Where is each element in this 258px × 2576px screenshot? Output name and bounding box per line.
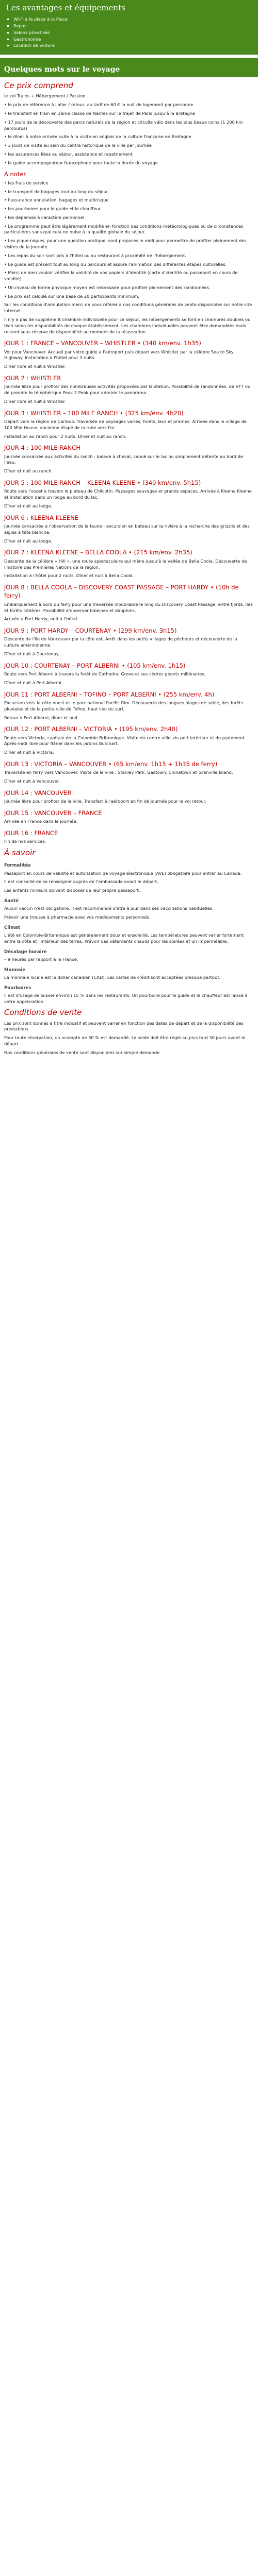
info-text: Aucun vaccin n'est obligatoire. Il est recommandé d'être à jour dans ses vaccinations habituelles. [4, 906, 214, 911]
day-block [4, 444, 253, 474]
info-block [4, 862, 253, 1005]
day-text: Route vers l'ouest à travers le plateau de Chilcotin. Paysages sauvages et grands espaces. Arrivée à Kleena Kleene et installation dans un lodge au bord du lac. [4, 488, 252, 500]
conditions-text: Les prix sont donnés à titre indicatif et peuvent varier en fonction des dates de départ et de la disponibilité des prestations. [4, 1020, 244, 1032]
included-item: • 3 jours de visite au sein du centre historique de la ville par journée [4, 143, 152, 148]
advantages-panel [0, 0, 258, 55]
info-text: Passeport en cours de validité et autorisation de voyage électronique (AVE) obligatoire pour entrer au Canada. [4, 870, 242, 876]
day-text: Dîner et nuit au lodge. [4, 503, 53, 509]
excluded-item: • le transport de bagages tout au long du séjour [4, 189, 108, 194]
included-item: • les assurances liées au séjour, assistance et rapatriement [4, 151, 133, 157]
day-text: Journée consacrée aux activités du ranch : balade à cheval, canoë sur le lac ou simplement détente au bord de l'eau. [4, 453, 244, 465]
conditions-text: Nos conditions générales de vente sont disponibles sur simple demande. [4, 1049, 161, 1055]
info-text: L'été en Colombie-Britannique est généralement doux et ensoleillé. Les températures peuvent varier fortement entre la côte et l'intérieur des terres. Prévoir des vêtements chauds pour les soirées et un imperméable. [4, 933, 244, 944]
day-text: Dîner et nuit au ranch. [4, 468, 53, 474]
advantage-item: ▪ Location de voiture [13, 43, 253, 49]
day-text: Dîner et nuit à Victoria. [4, 750, 54, 755]
info-text: Prévoir une trousse à pharmacie avec vos médicaments personnels. [4, 914, 151, 920]
day-text: Dîner et nuit à Vancouver. [4, 778, 60, 784]
day-text: Vol pour Vancouver. Accueil par votre guide à l'aéroport puis départ vers Whistler par la célèbre Sea to Sky Highway. Installation à l'hôtel pour 3 nuits. [4, 349, 234, 361]
day-text: Fin de nos services. [4, 839, 46, 844]
excluded-item: • les frais de service [4, 180, 49, 185]
info-heading: Formalités [4, 863, 31, 869]
day-block [4, 583, 253, 622]
conditions-text: Pour toute réservation, un acompte de 30 % est demandé. Le solde doit être réglé au plus tard 30 jours avant le départ. [4, 1035, 246, 1046]
day-block [4, 725, 253, 756]
note: • Les pique-niques, pour une question pratique, sont proposés le midi pour permettre de profiter pleinement des visites de la journée. [4, 238, 247, 249]
day-title: JOUR 9 : PORT HARDY – COURTENAY • (299 km/env. 3h15) [4, 627, 177, 635]
info-text: Il est conseillé de se renseigner auprès de l'ambassade avant le départ. [4, 879, 158, 885]
advantage-item: ▪ Salons privatisés [13, 30, 253, 36]
day-title: JOUR 16 : FRANCE [4, 829, 58, 837]
page [0, 0, 258, 1064]
day-title: JOUR 6 : KLEENA KLEENE [4, 514, 78, 521]
day-title: JOUR 8 : BELLA COOLA – DISCOVERY COAST PASSAGE – PORT HARDY • (10h de ferry) [4, 584, 239, 600]
day-title: JOUR 4 : 100 MILE RANCH [4, 444, 80, 452]
day-block [4, 339, 253, 370]
note: • Le prix est calculé sur une base de 20 participants minimum. [4, 293, 139, 299]
excluded-item: • l'assurance annulation, bagages et multirisque [4, 197, 109, 203]
day-text: Retour à Port Alberni, dîner et nuit. [4, 715, 79, 720]
day-text: Installation au ranch pour 2 nuits. Dîner et nuit au ranch. [4, 433, 127, 439]
included-item: le vol Trains + Hébergement / Passion [4, 93, 86, 99]
info-heading: Monnaie [4, 967, 26, 973]
info-text: Il est d'usage de laisser environ 15 % dans les restaurants. Un pourboire pour le guide et le chauffeur est laissé à votre appréciation. [4, 992, 248, 1004]
day-title: JOUR 7 : KLEENA KLEENE – BELLA COOLA • (215 km/env. 2h35) [4, 549, 192, 556]
day-text: Dîner et nuit à Port Alberni. [4, 680, 63, 685]
info-text: – 9 heures par rapport à la France. [4, 956, 78, 962]
advantages-title: Les avantages et équipements [6, 3, 125, 12]
note: • Merci de bien vouloir vérifier la validité de vos papiers d'identité (carte d'identité ou passeport en cours de validité). [4, 270, 238, 282]
day-block [4, 548, 253, 579]
itinerary-title: Ce prix comprend [4, 81, 73, 91]
day-title: JOUR 5 : 100 MILE RANCH – KLEENA KLEENE • (340 km/env. 5h15) [4, 479, 201, 487]
day-block [4, 626, 253, 657]
day-title: JOUR 1 : FRANCE – VANCOUVER – WHISTLER • (340 km/env. 1h35) [4, 340, 201, 347]
day-title: JOUR 12 : PORT ALBERNI – VICTORIA • (195 km/env. 2h40) [4, 725, 178, 733]
info-heading: Pourboires [4, 985, 31, 991]
day-text: Descente de l'île de Vancouver par la côte est. Arrêt dans les petits villages de pêcheurs et découverte de la culture amérindienne. [4, 636, 237, 648]
day-block [4, 760, 253, 785]
day-block [4, 514, 253, 545]
note: • Le programme peut être légèrement modifié en fonction des conditions météorologiques ou de circonstances particulières sans que cela ne nuise à la qualité globale du séjour. [4, 223, 244, 235]
advantage-item: ▪ Wi-Fi à la place à la Place [13, 16, 253, 23]
info-heading: Santé [4, 899, 19, 904]
section-title: Quelques mots sur le voyage [0, 63, 258, 77]
day-text: Dîner et nuit à Courtenay. [4, 651, 60, 656]
excluded-item: • les dépenses à caractère personnel [4, 214, 85, 220]
day-block [4, 809, 253, 825]
day-block [4, 690, 253, 721]
excluded-item: • les pourboires pour le guide et le chauffeur [4, 206, 101, 212]
included-item: • 17 jours de la découverte des parcs naturels de la région et circuits vélo dans les plus beaux coins (1 200 km parcourus) [4, 119, 243, 131]
advantage-item: ▪ Gastronomie [13, 37, 253, 43]
day-text: Route vers Port Alberni à travers la forêt de Cathedral Grove et ses cèdres géants millénaires. [4, 671, 206, 677]
day-block [4, 374, 253, 405]
day-block [4, 789, 253, 805]
advantages-list [6, 16, 253, 49]
day-text: Embarquement à bord du ferry pour une traversée inoubliable le long du Discovery Coast Passage, entre fjords, îles et forêts côtières. Possibilité d'observer baleines et dauphins. [4, 601, 253, 613]
day-text: Installation à l'hôtel pour 2 nuits. Dîner et nuit à Bella Coola. [4, 573, 134, 579]
day-title: JOUR 13 : VICTORIA – VANCOUVER • (65 km/env. 1h15 + 1h35 de ferry) [4, 760, 218, 768]
day-title: JOUR 14 : VANCOUVER [4, 789, 72, 796]
cancellation-note: Sur les conditions d'annulation merci de vous référer à nos conditions générales de vente disponibles sur notre site internet. [4, 302, 252, 314]
info-heading: Décalage horaire [4, 949, 47, 955]
day-block [4, 662, 253, 686]
day-text: Journée libre pour profiter des nombreuses activités proposées par la station. Possibilité de randonnées, de VTT ou de prendre le téléphérique Peak 2 Peak pour admirer le panorama. [4, 384, 251, 396]
advantage-item: ▪ Repas [13, 23, 253, 29]
included-item: • le transfert en train en 2ème classe de Nantes sur le trajet de Paris jusqu'à la Bretagne [4, 110, 196, 116]
day-block [4, 409, 253, 440]
days-list [4, 339, 253, 845]
note: • Les repas du soir sont pris à l'hôtel ou au restaurant à proximité de l'hébergement. [4, 252, 186, 258]
day-text: Descente de la célèbre « Hill », une route spectaculaire qui mène jusqu'à la vallée de Bella Coola. Découverte de l'histoire des Premières Nations de la région. [4, 558, 247, 570]
day-text: Arrivée en France dans la journée. [4, 819, 78, 824]
included-item: • le prix de référence à l'aller / retour, au tarif de 60 € la nuit de logement par personne [4, 102, 194, 108]
day-title: JOUR 3 : WHISTLER – 100 MILE RANCH • (325 km/env. 4h20) [4, 409, 184, 417]
info-title: À savoir [4, 848, 36, 858]
info-text: La monnaie locale est le dollar canadien (CAD). Les cartes de crédit sont acceptées presque partout. [4, 974, 221, 980]
day-text: Journée libre pour profiter de la ville. Transfert à l'aéroport en fin de journée pour le vol retour. [4, 799, 206, 804]
included-item: • le dîner à notre arrivée suite à la visite en anglais de la culture française en Bretagne [4, 134, 191, 140]
day-text: Dîner libre et nuit à Whistler. [4, 398, 66, 404]
day-title: JOUR 2 : WHISTLER [4, 375, 61, 382]
day-title: JOUR 11 : PORT ALBERNI – TOFINO – PORT ALBERNI • (255 km/env. 4h) [4, 690, 215, 698]
day-text: Départ vers la région de Cariboo. Traversée de paysages variés, forêts, lacs et prairies. Arrivée dans le village de 100 Mile House, ancienne étape de la ruée vers l'or. [4, 419, 247, 430]
day-block [4, 829, 253, 845]
day-text: Route vers Victoria, capitale de la Colombie-Britannique. Visite du centre-ville, du port intérieur et du parlement. Après-midi libre pour flâner dans les jardins Butchart. [4, 735, 246, 747]
highlights-note: Il n'y a pas de supplément chambre individuelle pour ce séjour, les hébergements se font en chambres doubles ou twin selon les disponibilités de chaque établissement. Les chambres individuelles peuvent être demandées mais restent sous réserve de disponibilité au moment de la réservation. [4, 317, 251, 334]
conditions-title: Conditions de vente [4, 1008, 82, 1018]
day-text: Excursion vers la côte ouest et le parc national Pacific Rim. Découverte des longues plages de sable, des forêts pluviales et de la petite ville de Tofino, haut lieu du surf. [4, 700, 244, 711]
day-text: Arrivée à Port Hardy, nuit à l'hôtel. [4, 616, 78, 622]
info-text: Les enfants mineurs doivent disposer de leur propre passeport. [4, 888, 140, 893]
day-text: Dîner et nuit au lodge. [4, 538, 53, 544]
not-included-title: À noter [4, 171, 26, 178]
day-text: Journée consacrée à l'observation de la faune : excursion en bateau sur la rivière à la recherche des grizzlis et des aigles à tête blanche. [4, 523, 250, 535]
day-text: Dîner libre et nuit à Whistler. [4, 364, 66, 369]
included-item: • le guide accompagnateur francophone pour toute la durée du voyage [4, 160, 158, 165]
main-content [0, 77, 258, 1063]
day-text: Traversée en ferry vers Vancouver. Visite de la ville : Stanley Park, Gastown, Chinatown et Granville Island. [4, 770, 233, 775]
day-title: JOUR 15 : VANCOUVER – FRANCE [4, 809, 102, 817]
day-block [4, 479, 253, 510]
info-heading: Climat [4, 925, 21, 930]
note: • Le guide est présent tout au long du parcours et assure l'animation des différentes étapes culturelles. [4, 261, 227, 267]
divider [0, 58, 258, 63]
day-title: JOUR 10 : COURTENAY – PORT ALBERNI • (105 km/env. 1h15) [4, 662, 186, 669]
note: • Un niveau de forme physique moyen est nécessaire pour profiter pleinement des randonnées. [4, 284, 211, 290]
